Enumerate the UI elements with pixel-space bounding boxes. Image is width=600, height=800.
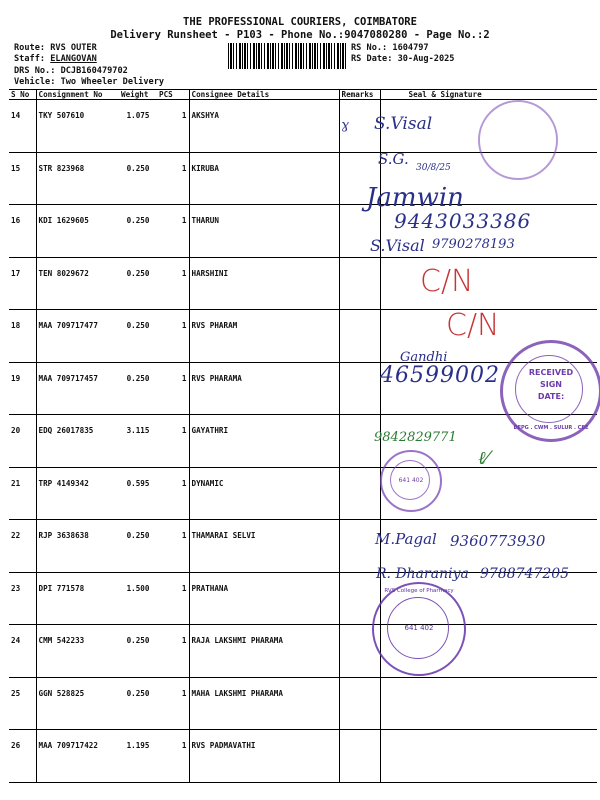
row-consignment-no: DPI 771578 [36,572,119,625]
signature-row-25: R. Dharaniya [376,566,469,582]
row-weight: 0.595 [119,467,157,520]
seal-received-label: RECEIVED [528,368,574,377]
rs-number: RS No.: 1604797 [351,43,429,53]
row-consignment-no: TRP 4149342 [36,467,119,520]
row-consignee: MAHA LAKSHMI PHARAMA [189,677,339,730]
row-consignee: THAMARAI SELVI [189,520,339,573]
row-pcs: 1 [157,520,189,573]
row-consignee: DYNAMIC [189,467,339,520]
row-remarks [339,730,380,783]
row-weight: 0.250 [119,625,157,678]
row-pcs: 1 [157,310,189,363]
row-sno: 24 [9,625,36,678]
row-consignment-no: MAA 709717477 [36,310,119,363]
table-row [9,310,597,363]
table-header-row [9,90,597,100]
table-row [9,625,597,678]
runsheet-title: Delivery Runsheet - P103 - Phone No.:9047080280 - Page No.:2 [110,29,490,41]
row-remarks [339,257,380,310]
row-consignment-no: TKY 507610 [36,100,119,153]
signature-row-14: S.Visal [374,114,433,134]
phone-row-25: 9788747205 [480,566,570,582]
col-signature: Seal & Signature [380,90,597,100]
row-consignee: RVS PHARAM [189,310,339,363]
row-consignment-no: KDI 1629605 [36,205,119,258]
row-signature [380,730,597,783]
seal-date-label: DATE: [537,392,565,401]
row-pcs: 1 [157,467,189,520]
signature-row-20: Gandhi [400,350,448,365]
staff-label: Staff: [14,54,46,64]
seal-sulur-text: DEPG . CWM . SULUR . CBE [513,425,589,431]
route-label: Route: RVS OUTER [14,43,97,53]
row-pcs: 1 [157,257,189,310]
row-pcs: 1 [157,625,189,678]
row-consignee: GAYATHRI [189,415,339,468]
table-row [9,415,597,468]
row-sno: 15 [9,152,36,205]
row-sno: 22 [9,520,36,573]
row-sno: 23 [9,572,36,625]
row-weight: 1.195 [119,730,157,783]
col-pcs: PCS [157,90,189,100]
row-sno: 16 [9,205,36,258]
row-sno: 20 [9,415,36,468]
row-consignment-no: GGN 528825 [36,677,119,730]
row-remarks [339,467,380,520]
row-pcs: 1 [157,572,189,625]
row-remarks [339,677,380,730]
company-title: THE PROFESSIONAL COURIERS, COIMBATORE [183,16,417,28]
row-weight: 0.250 [119,257,157,310]
received-seal [500,340,600,442]
college-seal-small [380,450,442,512]
vehicle-type: Vehicle: Two Wheeler Delivery [14,77,165,87]
row-consignment-no: CMM 542233 [36,625,119,678]
table-row [9,730,597,783]
row-weight: 0.250 [119,520,157,573]
row-sno: 21 [9,467,36,520]
row-consignee: KIRUBA [189,152,339,205]
row-sno: 18 [9,310,36,363]
row-weight: 1.075 [119,100,157,153]
phone-row-16: 9443033386 [394,209,532,233]
col-consignee: Consignee Details [189,90,339,100]
barcode [228,43,346,69]
row-consignee: HARSHINI [189,257,339,310]
row-signature [380,677,597,730]
phone-row-17: 9790278193 [432,237,515,252]
signature-row-17: S.Visal [370,236,425,255]
row-consignee: PRATHANA [189,572,339,625]
row-consignment-no: MAA 709717457 [36,362,119,415]
row-pcs: 1 [157,205,189,258]
runsheet-table [9,89,597,783]
row-remarks [339,310,380,363]
staff-line [14,54,97,64]
college-seal-pin: 641 402 [404,624,434,632]
row-consignment-no: RJP 3638638 [36,520,119,573]
rs-date: RS Date: 30-Aug-2025 [351,54,455,64]
row-pcs: 1 [157,152,189,205]
college-seal-text: RVS College of Pharmacy [384,588,454,594]
row-sno: 26 [9,730,36,783]
row-sno: 25 [9,677,36,730]
drs-number: DRS No.: DCJB160479702 [14,66,128,76]
row-weight: 0.250 [119,310,157,363]
row-consignee: AKSHYA [189,100,339,153]
row-sno: 17 [9,257,36,310]
seal-sign-label: SIGN [540,380,562,389]
col-remarks: Remarks [339,90,380,100]
table-row [9,677,597,730]
cn-mark-row-19: C/N [446,308,500,343]
phone-row-22: 9842829771 [374,430,457,445]
row-weight: 3.115 [119,415,157,468]
cn-mark-row-18: C/N [420,264,474,299]
row-sno: 19 [9,362,36,415]
phone-row-24: 9360773930 [450,532,546,550]
row-weight: 0.250 [119,152,157,205]
row-consignment-no: EDQ 26017835 [36,415,119,468]
phone-row-20: 46599002 [380,363,500,388]
row-consignment-no: STR 823968 [36,152,119,205]
row-consignee: THARUN [189,205,339,258]
table-row [9,257,597,310]
remark-tick: ɣ [341,118,349,133]
row-pcs: 1 [157,677,189,730]
row-weight: 0.250 [119,677,157,730]
row-weight: 1.500 [119,572,157,625]
staff-name: ELANGOVAN [50,54,97,64]
row-signature [380,257,597,310]
signature-row-24: M.Pagal [375,530,437,548]
signature-row-15: S.G. [378,150,409,168]
college-seal-small-pin: 641 402 [398,477,424,484]
col-sno: S No [9,90,36,100]
row-consignee: RVS PADMAVATHI [189,730,339,783]
signature-row-16: Jamwin [366,183,464,213]
col-weight: Weight [119,90,157,100]
row-remarks [339,362,380,415]
row-consignee: RVS PHARAMA [189,362,339,415]
signature-row-22: ℓ⁄ [478,448,489,469]
row-pcs: 1 [157,730,189,783]
col-consignment: Consignment No [36,90,119,100]
row-sno: 14 [9,100,36,153]
row-consignment-no: TEN 8029672 [36,257,119,310]
row-weight: 0.250 [119,205,157,258]
college-seal-bottom [372,582,466,676]
table-row [9,467,597,520]
row-pcs: 1 [157,100,189,153]
row-pcs: 1 [157,362,189,415]
row-weight: 0.250 [119,362,157,415]
row-pcs: 1 [157,415,189,468]
college-seal-top [478,100,558,180]
row-remarks [339,520,380,573]
row-consignee: RAJA LAKSHMI PHARAMA [189,625,339,678]
row-consignment-no: MAA 709717422 [36,730,119,783]
signature-row-15-date: 30/8/25 [416,163,451,173]
